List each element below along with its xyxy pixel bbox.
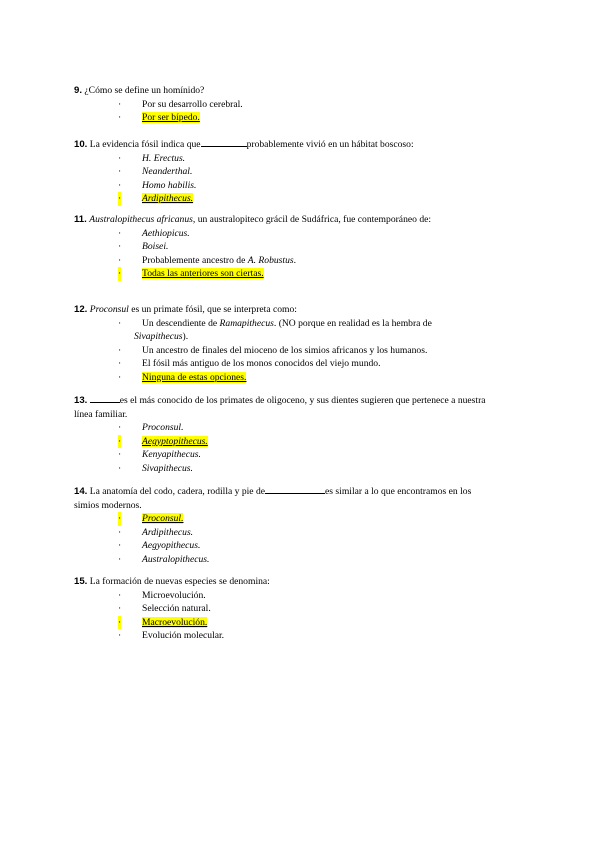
option-text: Probablemente ancestro de (142, 254, 248, 266)
bullet: · (118, 166, 122, 177)
option (74, 240, 504, 254)
option (74, 602, 504, 616)
option-text: El fósil más antiguo de los monos conocidos del viejo mundo. (142, 358, 381, 369)
option (74, 357, 504, 371)
species-name: Australopithecus africanus (89, 214, 193, 225)
options-list (74, 421, 504, 475)
option-text: Un descendiente de (142, 317, 220, 329)
question-text: La evidencia fósil indica que (89, 139, 201, 150)
bullet: · (118, 462, 122, 474)
option (74, 421, 504, 435)
bullet: · (118, 435, 122, 447)
question-11 (74, 213, 504, 281)
bullet: · (118, 268, 122, 279)
option-answer (74, 111, 504, 125)
question-text: La formación de nuevas especies se denomina: (89, 576, 270, 587)
highlighted-answer: Por ser bípedo. (142, 112, 200, 123)
options-list (74, 512, 504, 566)
option-species: A. Robustus (247, 254, 294, 266)
question-title (74, 393, 504, 421)
question-13 (74, 393, 504, 475)
question-text-line2: línea familiar. (74, 408, 128, 420)
bullet: · (118, 553, 122, 565)
option (74, 553, 504, 567)
option-text: Homo habilis. (142, 179, 197, 191)
highlighted-answer: Ninguna de estas opciones. (142, 371, 247, 383)
bullet: · (118, 227, 122, 239)
options-list (74, 98, 504, 125)
option-text: Proconsul. (142, 422, 184, 433)
option-text: Kenyapithecus. (142, 449, 201, 460)
highlighted-answer: Macroevolución. (142, 616, 208, 628)
option-text: Australopithecus. (142, 553, 210, 565)
question-12 (74, 303, 504, 384)
species-name: Proconsul (89, 304, 129, 315)
question-number: 10. (74, 139, 88, 150)
option-text: H. Erectus. (142, 152, 186, 164)
question-text: es un primate fósil, que se interpreta como: (128, 304, 297, 315)
bullet: · (118, 616, 122, 628)
question-10 (74, 137, 504, 206)
option-answer (74, 616, 504, 630)
question-14 (74, 484, 504, 566)
question-number: 13. (74, 395, 88, 406)
question-title (74, 303, 504, 317)
option-continuation (134, 330, 504, 344)
question-title (74, 84, 504, 98)
answer-blank (90, 393, 120, 403)
bullet: · (118, 152, 122, 164)
question-9 (74, 84, 504, 125)
options-list (74, 152, 504, 206)
question-text: ¿Cómo se define un homínido? (84, 85, 205, 96)
answer-blank (201, 137, 247, 147)
bullet: · (118, 630, 122, 641)
bullet: · (118, 317, 122, 329)
bullet: · (118, 603, 122, 614)
question-text-cont: probablemente vivió en un hábitat boscoso: (246, 139, 414, 150)
highlighted-answer: Proconsul. (142, 513, 184, 524)
option-text: Neanderthal. (142, 166, 193, 177)
option (74, 462, 504, 476)
question-15 (74, 575, 504, 643)
option-answer (74, 267, 504, 281)
question-text: La anatomía del codo, cadera, rodilla y pie de (89, 486, 266, 497)
option (74, 165, 504, 179)
option (74, 152, 504, 166)
question-number: 14. (74, 486, 88, 497)
option-species: Ramapithecus (219, 317, 274, 329)
bullet: · (118, 344, 122, 356)
question-number: 9. (74, 85, 83, 96)
option-answer (74, 192, 504, 206)
bullet: · (118, 193, 122, 204)
option-text: Aethiopicus. (142, 227, 190, 239)
option-answer (74, 371, 504, 385)
option-text: Boisei. (142, 241, 169, 252)
bullet: · (118, 241, 122, 252)
option (74, 179, 504, 193)
highlighted-answer: Aegyptopithecus. (142, 435, 208, 447)
option (74, 539, 504, 553)
option (74, 629, 504, 643)
option-text: Selección natural. (142, 603, 211, 614)
option (74, 98, 504, 112)
option-note-end: ). (182, 331, 189, 342)
bullet: · (118, 513, 122, 524)
answer-blank (265, 484, 325, 494)
option-text: Un ancestro de finales del mioceno de los simios africanos y los humanos. (142, 344, 428, 356)
option-species: Sivapithecus (134, 331, 183, 342)
option-note: . (NO porque en realidad es la hembra de (273, 317, 432, 329)
question-text: , un australopiteco grácil de Sudáfrica, fue contemporáneo de: (192, 214, 432, 225)
option-text: Sivapithecus. (142, 462, 193, 474)
highlighted-answer: Ardipithecus. (142, 193, 194, 204)
option-text: Aegyopithecus. (142, 540, 201, 551)
option-text: Ardipithecus. (142, 526, 194, 538)
options-list (74, 227, 504, 281)
question-title (74, 575, 504, 589)
question-number: 11. (74, 214, 87, 225)
option-text: Evolución molecular. (142, 630, 225, 641)
option-answer (74, 435, 504, 449)
option-period: . (293, 254, 297, 266)
option (74, 526, 504, 540)
question-text-line2: simios modernos. (74, 499, 142, 511)
question-text: es el más conocido de los primates de oligoceno, y sus dientes sugieren que pertenece a nuestra (119, 395, 486, 406)
option (74, 227, 504, 241)
question-text-cont: es similar a lo que encontramos en los (325, 486, 472, 497)
bullet: · (118, 371, 122, 383)
question-number: 12. (74, 304, 88, 315)
bullet: · (118, 540, 122, 551)
bullet: · (118, 358, 122, 369)
options-list (74, 317, 504, 385)
bullet: · (118, 449, 122, 460)
options-list (74, 589, 504, 643)
option (74, 448, 504, 462)
option (74, 254, 504, 268)
question-number: 15. (74, 576, 88, 587)
bullet: · (118, 422, 122, 433)
bullet: · (118, 112, 122, 123)
bullet: · (118, 526, 122, 538)
question-title (74, 137, 504, 152)
option-text: Microevolución. (142, 589, 206, 601)
option-text: Por su desarrollo cerebral. (142, 98, 243, 110)
bullet: · (118, 589, 122, 601)
bullet: · (118, 98, 122, 110)
option (74, 317, 504, 344)
bullet: · (118, 254, 122, 266)
bullet: · (118, 179, 122, 191)
option (74, 344, 504, 358)
option-answer (74, 512, 504, 526)
highlighted-answer: Todas las anteriores son ciertas. (142, 268, 264, 279)
question-title (74, 484, 504, 512)
question-title (74, 213, 504, 227)
option (74, 589, 504, 603)
